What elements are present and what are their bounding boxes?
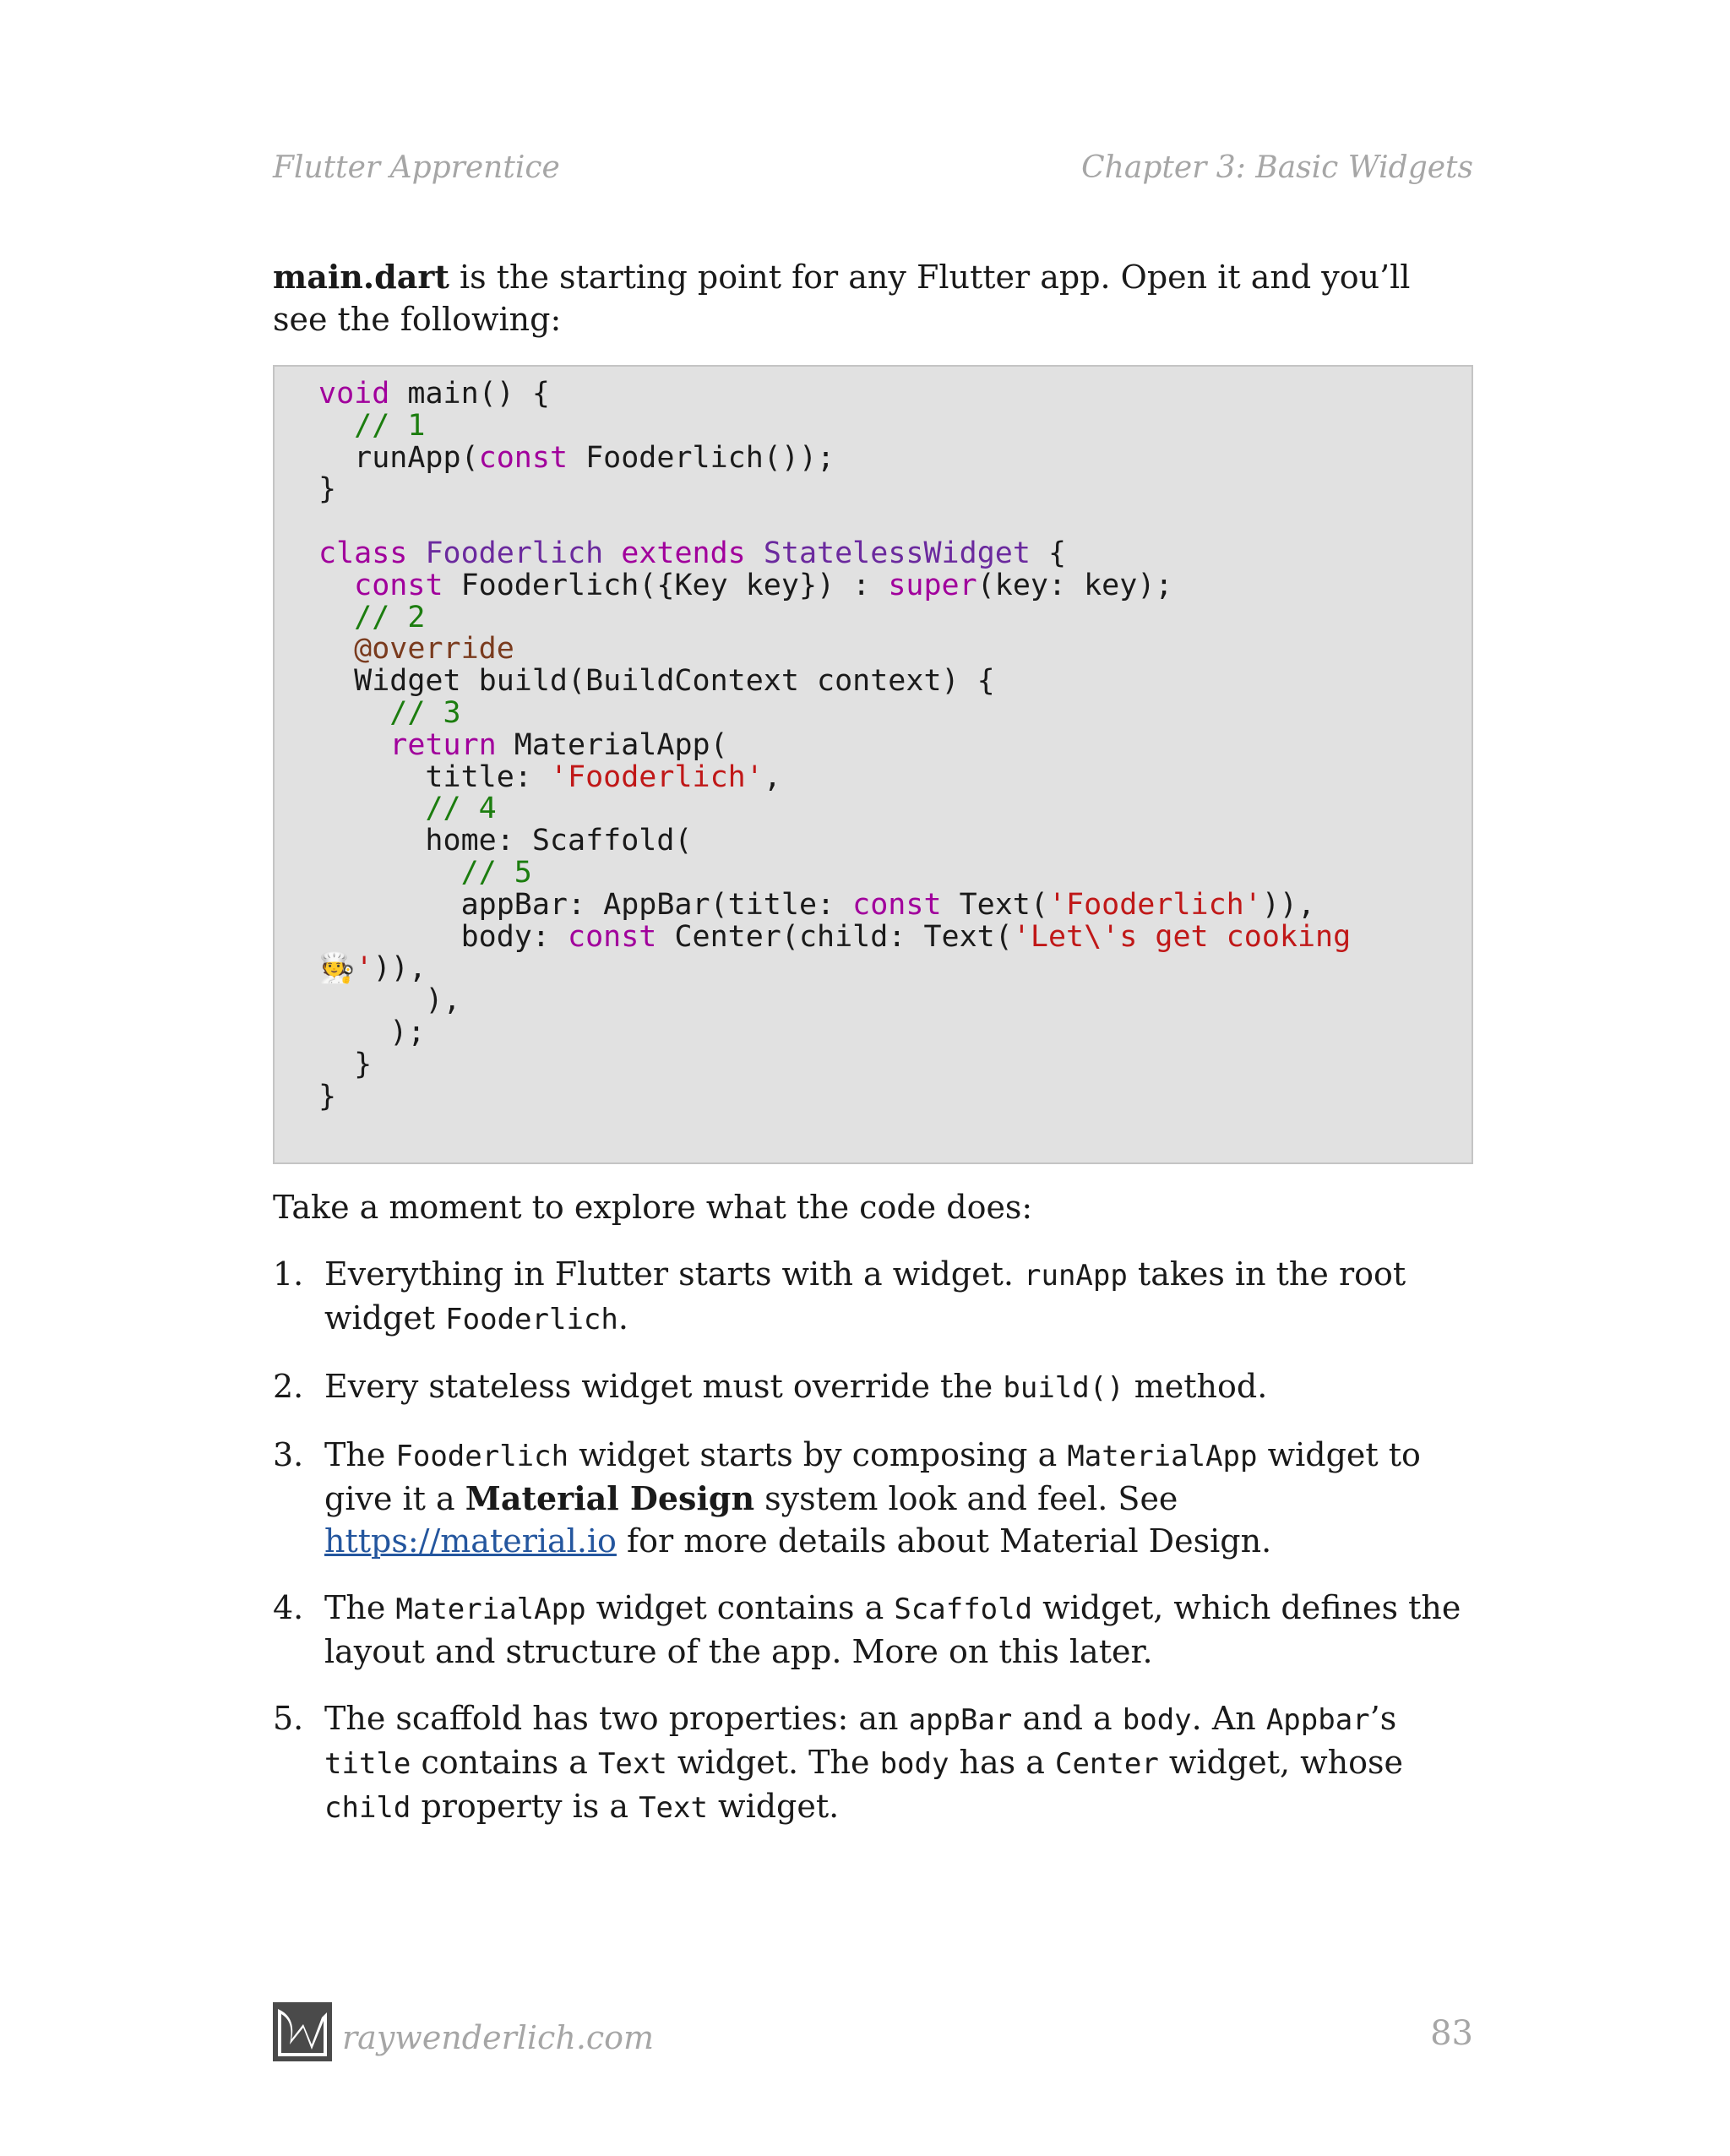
inline-code: MaterialApp [395,1592,586,1626]
code-string-end: ' [355,951,373,986]
inline-code: Text [639,1791,708,1825]
intro-text: is the starting point for any Flutter app. Open it and you’ll see the following: [273,259,1411,338]
inline-code: runApp [1024,1259,1128,1293]
code-block [273,365,1473,1164]
inline-code: build() [1003,1371,1124,1405]
code-comment-2: // 2 [354,600,426,634]
inline-code: Text [597,1747,667,1781]
intro-paragraph [273,256,1473,340]
list-item: 4. The MaterialApp widget contains a Scaffold widget, which defines the layout and structure of the app. More on this later. [273,1587,1473,1673]
list-number: 1. [273,1255,304,1293]
inline-code: body [879,1747,949,1781]
code-comment-4: // 4 [425,792,497,826]
page-number: 83 [1430,2014,1473,2053]
bold-term: Material Design [465,1479,755,1517]
inline-code: MaterialApp [1067,1440,1258,1473]
inline-code: Fooderlich [445,1303,618,1337]
chapter-title: Chapter 3: Basic Widgets [1081,150,1473,185]
material-io-link[interactable]: https://material.io [324,1522,617,1560]
list-item: 5. The scaffold has two properties: an appBar and a body. An Appbar’s title contains a Text widget. The body has a Center widget, whose child property is a Text widget. [273,1697,1473,1829]
list-number: 4. [273,1589,304,1626]
list-number: 2. [273,1368,304,1405]
code-comment-5: // 5 [460,855,532,890]
inline-code: appBar [908,1703,1013,1737]
book-title: Flutter Apprentice [273,150,560,185]
footer-site: raywenderlich.com [342,2019,655,2056]
list-item: 1. Everything in Flutter starts with a widget. runApp takes in the root widget Fooderlich. [273,1253,1473,1341]
list-number: 5. [273,1700,304,1737]
inline-code: Scaffold [894,1592,1033,1626]
code-string-title: 'Fooderlich' [549,760,764,794]
raywenderlich-logo-icon [273,2002,332,2061]
chef-emoji-icon: 🧑‍🍳 [318,951,356,986]
inline-code: Appbar [1265,1703,1370,1737]
list-item: 3. The Fooderlich widget starts by composing a MaterialApp widget to give it a Material Design system look and feel. See https://material.io for more details about Material Design. [273,1434,1473,1562]
file-name-bold: main.dart [273,258,449,296]
code-comment-3: // 3 [389,695,461,730]
code-listing: void main() { // 1 runApp(const Fooderlich()); } class Fooderlich extends StatelessWidget { const Fooderlich({Key key}) : super(key: key); // 2 @override Widget build(BuildContext context) { // 3 return MaterialApp( title: 'Fooderlich', // 4 home: Scaffold( // 5 appBar: AppBar(title: const Text('Fooderlich')), body: const Center(child: Text('Let\'s get cooking 🧑‍🍳')), ), ); } } [318,377,1352,1113]
explanation-list [273,1253,1473,1854]
code-string-cooking: 'Let\'s get cooking [1012,919,1352,954]
inline-code: title [324,1747,411,1781]
explore-paragraph: Take a moment to explore what the code does: [273,1189,1033,1226]
inline-code: Center [1054,1747,1159,1781]
inline-code: Fooderlich [395,1440,569,1473]
code-comment-1: // 1 [354,408,426,443]
running-header [273,142,1473,193]
inline-code: body [1122,1703,1192,1737]
list-item: 2. Every stateless widget must override the build() method. [273,1365,1473,1409]
inline-code: child [324,1791,411,1825]
code-string-appbar: 'Fooderlich' [1047,887,1262,922]
list-number: 3. [273,1436,304,1473]
